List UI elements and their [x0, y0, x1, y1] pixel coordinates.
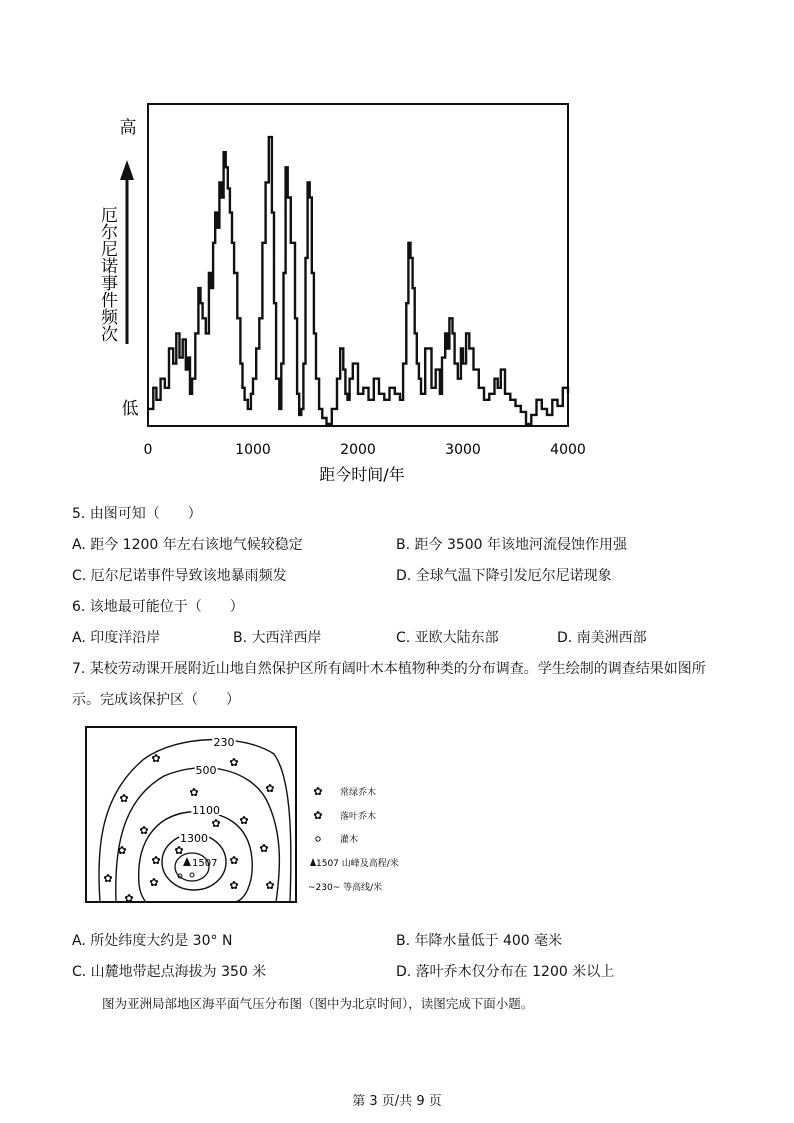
series-point: [454, 363, 456, 365]
series-point: [252, 378, 254, 380]
series-point: [210, 287, 212, 289]
series-point: [352, 363, 354, 365]
q5-option-a[interactable]: A. 距今 1200 年左右该地气候较稳定: [72, 537, 303, 553]
series-point: [345, 393, 347, 395]
series-point: [305, 257, 307, 259]
series-point: [240, 363, 242, 365]
series-point: [147, 408, 149, 410]
series-point: [182, 339, 184, 341]
q5-option-b[interactable]: B. 距今 3500 年该地河流侵蚀作用强: [396, 537, 628, 553]
series-point: [478, 387, 480, 389]
series-point: [378, 393, 380, 395]
series-point: [229, 212, 231, 214]
q5-stem: 5. 由图可知（ ）: [72, 506, 202, 522]
series-point: [205, 333, 207, 335]
series-point: [244, 399, 246, 401]
series-point: [520, 411, 522, 413]
x-tick-labels: [144, 442, 586, 458]
series-point: [418, 378, 420, 380]
q6-stem: 6. 该地最可能位于（ ）: [72, 599, 244, 615]
series-point: [283, 272, 285, 274]
series-point: [216, 227, 218, 229]
series-point: [152, 387, 154, 389]
series-point: [285, 166, 287, 168]
x-tick-label: 3000: [445, 442, 481, 458]
series-point: [420, 393, 422, 395]
series-point: [290, 242, 292, 244]
tree-symbol-icon: ✿: [229, 879, 239, 892]
series-point: [164, 387, 166, 389]
series-point: [465, 333, 467, 335]
series-point: [500, 369, 502, 371]
series-point: [399, 399, 401, 401]
series-point: [339, 348, 341, 350]
tree-symbol-icon: ✿: [139, 824, 149, 837]
series-point: [298, 414, 300, 416]
series-point: [212, 242, 214, 244]
tree-symbol-icon: ✿: [103, 872, 113, 885]
q7-option-d[interactable]: D. 落叶乔木仅分布在 1200 米以上: [396, 964, 615, 980]
q7-stem-line1: 7. 某校劳动课开展附近山地自然保护区所有阔叶木本植物种类的分布调查。学生绘制的调查结果如图所: [72, 661, 706, 677]
series-point: [435, 369, 437, 371]
series-point: [368, 399, 370, 401]
series-point: [307, 182, 309, 184]
series-point: [326, 423, 328, 425]
series-point: [221, 197, 223, 199]
series-point: [233, 272, 235, 274]
legend-contour-label: ~230~ 等高线/米: [308, 883, 383, 893]
q7-option-b[interactable]: B. 年降水量低于 400 毫米: [396, 933, 563, 949]
series-point: [179, 357, 181, 359]
tree-symbol-icon: ✿: [117, 844, 127, 857]
series-point: [315, 378, 317, 380]
x-tick-label: 1000: [235, 442, 271, 458]
series-point: [185, 369, 187, 371]
series-point: [408, 242, 410, 244]
series-point: [331, 408, 333, 410]
tree-symbol-icon: ✿: [149, 876, 159, 889]
map-legend: [308, 785, 399, 893]
map-frame: [86, 727, 296, 902]
legend-shrub-label: 灌木: [340, 835, 359, 845]
x-tick-label: 2000: [340, 442, 376, 458]
series-point: [318, 408, 320, 410]
series-point: [219, 182, 221, 184]
series-point: [483, 399, 485, 401]
series-point: [303, 363, 305, 365]
q6-option-d[interactable]: D. 南美洲西部: [557, 630, 647, 646]
series-point: [452, 333, 454, 335]
series-point: [189, 393, 191, 395]
next-section-intro: 图为亚洲局部地区海平面气压分布图（图中为北京时间），读图完成下面小题。: [102, 996, 534, 1011]
series-point: [515, 405, 517, 407]
legend-evergreen-icon: ✿: [313, 785, 323, 798]
series-point: [191, 378, 193, 380]
series-point: [250, 393, 252, 395]
frequency-series-line: [148, 137, 568, 424]
y-low-label: 低: [121, 399, 139, 419]
series-point: [275, 378, 277, 380]
series-point: [460, 348, 462, 350]
series-point: [175, 333, 177, 335]
series-point: [268, 136, 270, 138]
series-point: [557, 405, 559, 407]
series-point: [278, 408, 280, 410]
contour-label-230: 230: [213, 736, 235, 749]
series-point: [255, 348, 257, 350]
series-point: [362, 387, 364, 389]
x-tick-label: 4000: [550, 442, 586, 458]
series-point: [258, 317, 260, 319]
series-point: [439, 393, 441, 395]
series-point: [236, 317, 238, 319]
q5-option-d[interactable]: D. 全球气温下降引发厄尔尼诺现象: [396, 568, 612, 584]
series-point: [424, 348, 426, 350]
q7-option-c[interactable]: C. 山麓地带起点海拔为 350 米: [72, 964, 267, 980]
series-point: [449, 317, 451, 319]
tree-symbol-icon: ✿: [119, 792, 129, 805]
series-point: [473, 369, 475, 371]
series-point: [160, 378, 162, 380]
series-point: [541, 408, 543, 410]
series-point: [309, 197, 311, 199]
series-point: [208, 272, 210, 274]
q6-option-b[interactable]: B. 大西洋西岸: [233, 630, 322, 646]
tree-symbol-icon: ✿: [229, 854, 239, 867]
legend-deciduous-label: 落叶乔木: [340, 812, 377, 822]
series-point: [223, 151, 225, 153]
series-point: [530, 414, 532, 416]
series-point: [412, 287, 414, 289]
series-point: [242, 387, 244, 389]
series-point: [551, 399, 553, 401]
legend-shrub-icon: [316, 837, 320, 841]
series-point: [373, 378, 375, 380]
series-point: [214, 212, 216, 214]
series-point: [357, 393, 359, 395]
y-high-label: 高: [119, 118, 137, 138]
series-point: [457, 378, 459, 380]
series-point: [313, 333, 315, 335]
contour-label-500: 500: [195, 764, 217, 777]
series-point: [273, 302, 275, 304]
tree-symbol-icon: ✿: [259, 842, 269, 855]
legend-evergreen-label: 常绿乔木: [340, 788, 377, 798]
series-point: [410, 257, 412, 259]
x-tick-label: 0: [143, 442, 153, 458]
series-point: [414, 333, 416, 335]
series-point: [389, 387, 391, 389]
tree-symbol-icon: ✿: [151, 752, 161, 765]
series-point: [383, 399, 385, 401]
series-point: [567, 393, 569, 395]
series-point: [168, 348, 170, 350]
series-point: [187, 357, 189, 359]
el-nino-chart: [90, 98, 590, 488]
series-point: [562, 387, 564, 389]
series-point: [287, 197, 289, 199]
series-point: [247, 408, 249, 410]
legend-deciduous-icon: ✿: [313, 809, 323, 822]
legend-peak-label: 1507 山峰及高程/米: [316, 859, 399, 869]
q6-option-c[interactable]: C. 亚欧大陆东部: [396, 630, 499, 646]
tree-symbol-icon: ✿: [189, 786, 199, 799]
series-point: [311, 272, 313, 274]
tree-symbol-icon: ✿: [239, 814, 249, 827]
series-point: [200, 302, 202, 304]
tree-symbol-icon: ✿: [211, 817, 221, 830]
series-point: [225, 166, 227, 168]
tree-symbol-icon: ✿: [265, 782, 275, 795]
contour-label-1100: 1100: [192, 804, 220, 817]
series-point: [444, 333, 446, 335]
series-point: [231, 242, 233, 244]
series-point: [172, 363, 174, 365]
q7-option-a[interactable]: A. 所处纬度大约是 30° N: [72, 933, 233, 949]
series-point: [271, 212, 273, 214]
series-point: [525, 423, 527, 425]
series-point: [497, 387, 499, 389]
series-point: [504, 393, 506, 395]
series-point: [262, 242, 264, 244]
series-point: [296, 393, 298, 395]
series-point: [462, 363, 464, 365]
contour-map-svg: [84, 724, 414, 906]
q7-stem-line2: 示。完成该保护区（ ）: [72, 692, 240, 708]
peak-elevation-label: 1507: [192, 858, 218, 869]
series-point: [280, 363, 282, 365]
series-point: [342, 369, 344, 371]
tree-symbol-icon: ✿: [265, 879, 275, 892]
series-point: [294, 317, 296, 319]
series-point: [441, 357, 443, 359]
series-point: [349, 378, 351, 380]
series-point: [265, 182, 267, 184]
series-point: [431, 387, 433, 389]
tree-symbol-icon: ✿: [124, 892, 134, 905]
tree-symbol-icon: ✿: [229, 756, 239, 769]
series-point: [546, 414, 548, 416]
series-point: [202, 317, 204, 319]
series-point: [416, 363, 418, 365]
series-point: [402, 363, 404, 365]
series-point: [347, 399, 349, 401]
series-point: [509, 399, 511, 401]
series-point: [488, 393, 490, 395]
series-point: [194, 333, 196, 335]
series-point: [227, 188, 229, 190]
y-axis-arrow-head: [120, 160, 134, 180]
series-point: [394, 393, 396, 395]
series-point: [405, 302, 407, 304]
contour-map: [84, 724, 414, 906]
series-point: [468, 348, 470, 350]
q5-option-c[interactable]: C. 厄尔尼诺事件导致该地暴雨频发: [72, 568, 287, 584]
y-axis-label: 厄尔尼诺事件频次: [97, 206, 117, 342]
q6-option-a[interactable]: A. 印度洋沿岸: [72, 630, 161, 646]
series-point: [446, 348, 448, 350]
contour-label-1300: 1300: [180, 832, 208, 845]
el-nino-chart-svg: [90, 98, 590, 488]
series-point: [321, 417, 323, 419]
series-point: [300, 408, 302, 410]
page-footer: 第 3 页/共 9 页: [352, 1094, 442, 1109]
series-point: [494, 378, 496, 380]
series-point: [156, 399, 158, 401]
tree-symbol-icon: ✿: [174, 844, 184, 857]
series-point: [336, 378, 338, 380]
tree-symbol-icon: ✿: [151, 854, 161, 867]
series-point: [198, 287, 200, 289]
series-point: [536, 399, 538, 401]
x-axis-label: 距今时间/年: [319, 465, 405, 484]
